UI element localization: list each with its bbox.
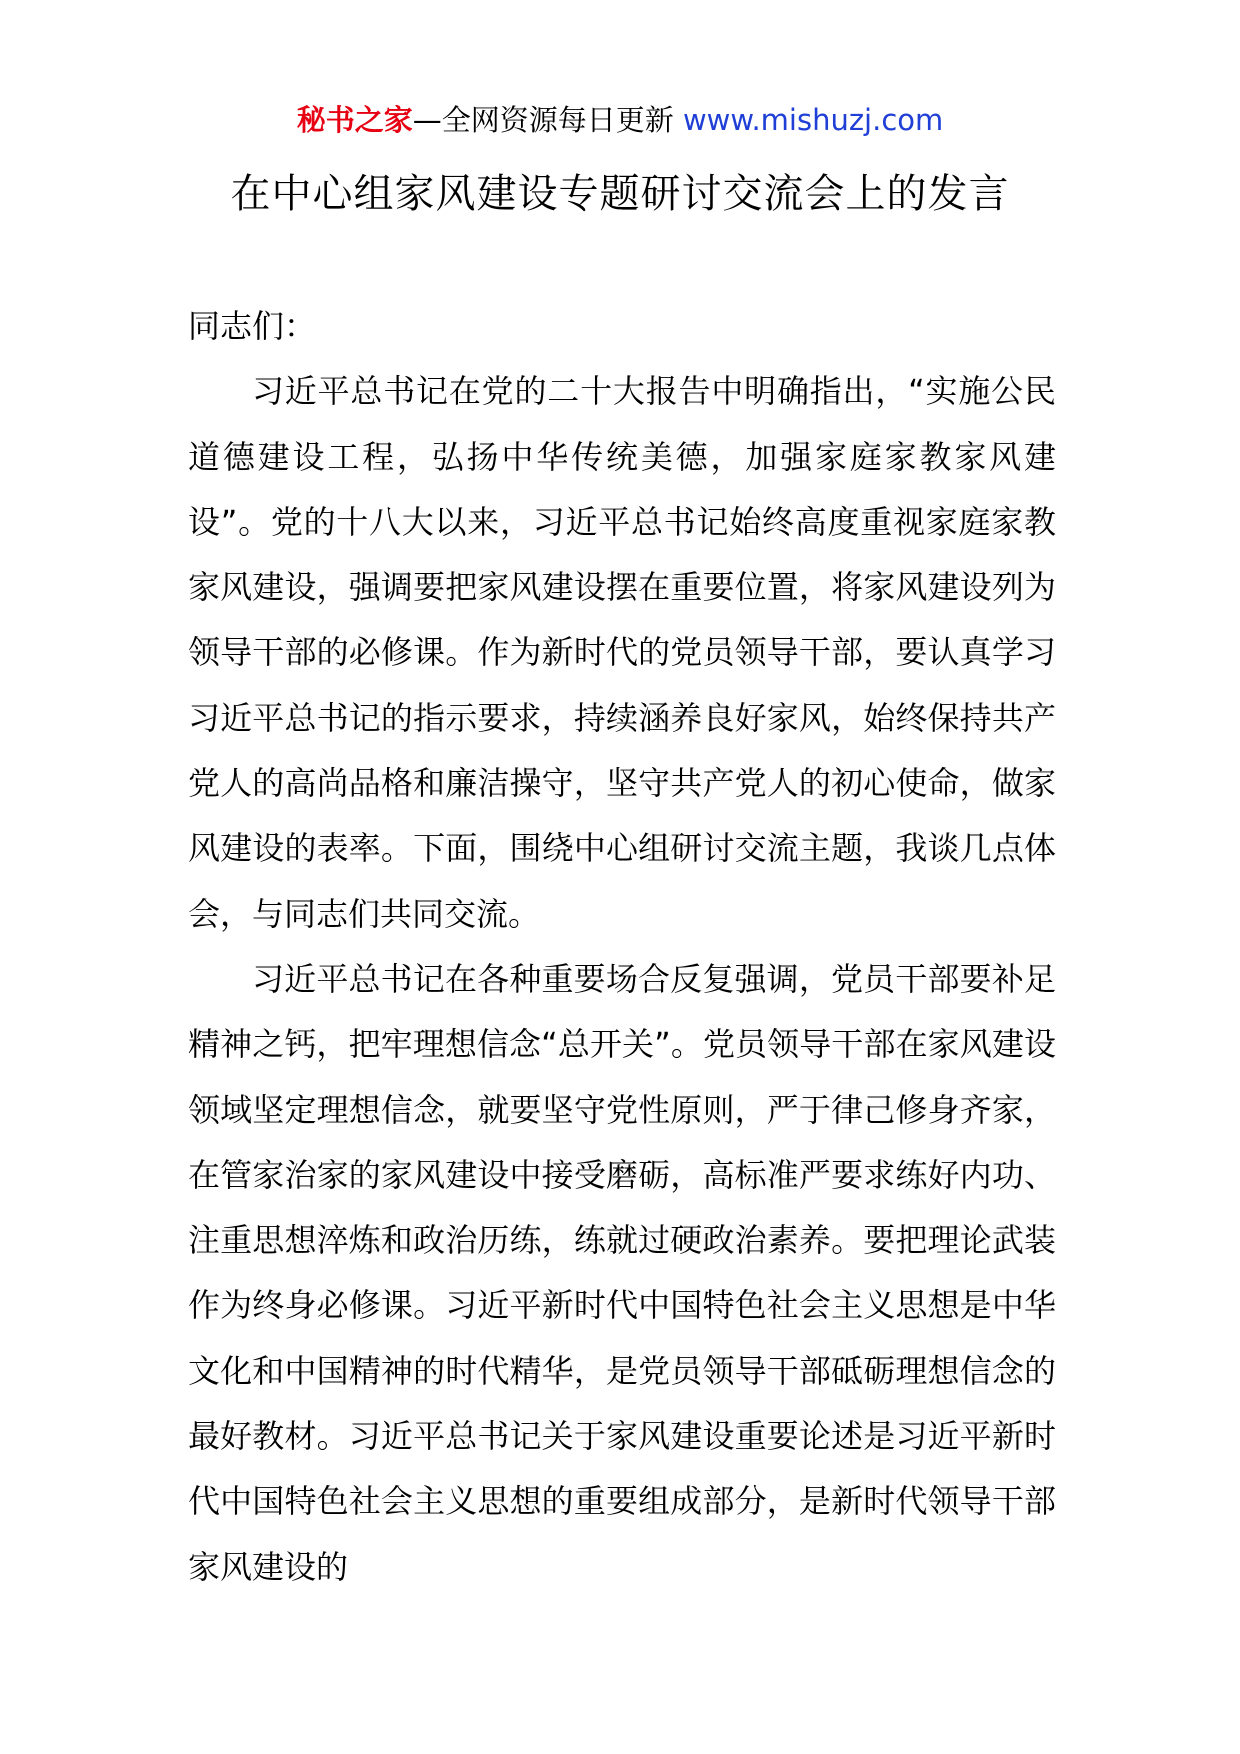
body-paragraph: 习近平总书记在党的二十大报告中明确指出，“实施公民道德建设工程，弘扬中华传统美德，加强家庭家教家风建设”。党的十八大以来，习近平总书记始终高度重视家庭家教家风建设，强调要把家风建设摆在重要位置，将家风建设列为领导干部的必修课。作为新时代的党员领导干部，要认真学习习近平总书记的指示要求，持续涵养良好家风，始终保持共产党人的高尚品格和廉洁操守，坚守共产党人的初心使命，做家风建设的表率。下面，围绕中心组研讨交流主题，我谈几点体会，与同志们共同交流。: [188, 372, 1056, 933]
document-title: 在中心组家风建设专题研讨交流会上的发言: [230, 171, 1010, 217]
body-paragraph: 习近平总书记在各种重要场合反复强调，党员干部要补足精神之钙，把牢理想信念“总开关”。党员领导干部在家风建设领域坚定理想信念，就要坚守党性原则，严于律己修身齐家，在管家治家的家风建设中接受磨砺，高标准严要求练好内功、注重思想淬炼和政治历练，练就过硬政治素养。要把理论武装作为终身必修课。习近平新时代中国特色社会主义思想是中华文化和中国精神的时代精华，是党员领导干部砥砺理想信念的最好教材。习近平总书记关于家风建设重要论述是习近平新时代中国特色社会主义思想的重要组成部分，是新时代领导干部家风建设的: [188, 959, 1056, 1586]
banner-tagline: —全网资源每日更新: [412, 103, 674, 137]
brand-name: 秘书之家: [296, 103, 413, 137]
site-banner: [0, 100, 1240, 140]
site-url-link[interactable]: www.mishuzj.com: [682, 103, 944, 137]
salutation: 同志们：: [188, 307, 317, 345]
document-body: [188, 294, 1056, 1600]
